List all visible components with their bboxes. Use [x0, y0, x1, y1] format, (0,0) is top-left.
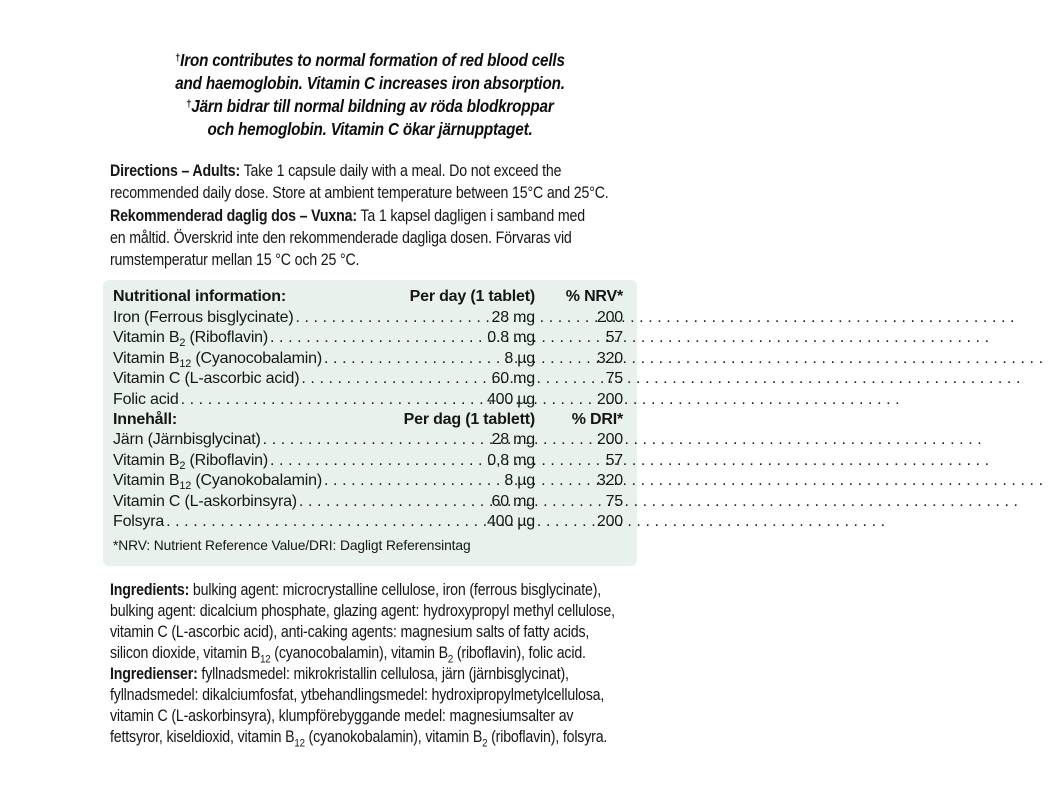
nutrient-amount: 8 µg: [504, 472, 535, 490]
dri-header: % DRI*: [571, 410, 623, 428]
nutrient-amount: 28 mg: [491, 308, 535, 326]
nutrient-name: Vitamin $B_2$ (Riboflavin): [113, 451, 269, 472]
nutrient-amount: 60 mg: [491, 492, 535, 510]
nutrient-percent: 320: [596, 472, 623, 490]
nutrient-percent: 57: [605, 451, 623, 469]
ingredients-line-2: bulking agent: dicalcium phosphate, glazing agent: hydroxypropyl methyl cellulose,: [110, 601, 615, 620]
nutrient-name: Vitamin C (L-ascorbic acid): [113, 370, 300, 388]
claim-line-1: †Iron contributes to normal formation of red blood cells: [175, 50, 565, 70]
nutrient-name: Vitamin C (L-askorbinsyra): [113, 492, 297, 510]
nutrient-name: Järn (Järnbisglycinat): [113, 431, 261, 449]
nutrient-percent: 200: [596, 512, 623, 530]
nutrient-percent: 200: [596, 308, 623, 326]
dot-leader: [299, 369, 463, 389]
dot-leader: [297, 492, 463, 512]
nutrient-amount: 0.8 mg: [487, 329, 535, 347]
nutrition-header-title-sv: Innehåll:: [113, 410, 177, 428]
directions-block: [110, 160, 740, 271]
ingredients-line-4: silicon dioxide, vitamin $B_{12}$ (cyanocobalamin), vitamin $B_2$ (riboflavin), folic acid.: [110, 643, 586, 666]
nutrient-name: Iron (Ferrous bisglycinate): [113, 308, 294, 326]
nutrient-percent: 200: [596, 390, 623, 408]
claim-line-4: och hemoglobin. Vitamin C ökar järnupptaget.: [207, 119, 533, 139]
nutrient-amount: 0,8 mg: [487, 451, 535, 469]
nutrient-percent: 57: [605, 329, 623, 347]
nutrient-name: Folsyra: [113, 512, 165, 530]
nutrient-row-folsyra-sv: [113, 512, 623, 532]
nutrient-percent: 200: [596, 431, 623, 449]
directions-line-2: recommended daily dose. Store at ambient temperature between 15°C and 25°C.: [110, 184, 609, 203]
ingredients-line-5: Ingredienser: fyllnadsmedel: mikrokristallin cellulosa, järn (järnbisglycinat),: [110, 664, 569, 683]
nutrition-header-title-en: Nutritional information:: [113, 288, 286, 306]
nutrition-panel: [103, 280, 637, 565]
ingredients-line-7: vitamin C (L-askorbinsyra), klumpförebyggande medel: magnesiumsalter av: [110, 706, 574, 725]
claim-line-2: and haemoglobin. Vitamin C increases iron absorption.: [175, 73, 565, 93]
nutrient-name: Vitamin $B_{12}$ (Cyanokobalamin): [113, 472, 322, 493]
ingredients-line-6: fyllnadsmedel: dikalciumfosfat, ytbehandlingsmedel: hydroxipropylmetylcellulosa,: [110, 685, 605, 704]
per-day-header-sv: Per dag (1 tablett): [403, 410, 535, 428]
ingredients-line-1: Ingredients: bulking agent: microcrystalline cellulose, iron (ferrous bisglycinate),: [110, 580, 602, 599]
nutrient-amount: 8 µg: [504, 349, 535, 367]
health-claims-block: [0, 49, 740, 141]
nrv-header: % NRV*: [565, 288, 623, 306]
nutrient-row-vitc-sv: [113, 492, 623, 512]
nutrient-amount: 400 µg: [486, 390, 535, 408]
dot-leader: [322, 471, 463, 491]
nutrient-percent: 75: [605, 370, 623, 388]
nutrient-amount: 60 mg: [491, 370, 535, 388]
nutrient-row-b2-sv: [113, 451, 623, 471]
nutrition-header-sv: [113, 410, 623, 430]
dot-leader: [261, 430, 463, 450]
nrv-footnote: *NRV: Nutrient Reference Value/DRI: Dagligt Referensintag: [113, 538, 471, 554]
nutrient-percent: 320: [596, 349, 623, 367]
nutrient-row-b2-en: [113, 328, 623, 348]
supplement-label: [0, 49, 740, 789]
directions-line-5: rumstemperatur mellan 15 °C och 25 °C.: [110, 251, 360, 270]
dot-leader: [322, 349, 463, 369]
dot-leader: [164, 512, 463, 532]
directions-line-3: Rekommenderad daglig dos – Vuxna: Ta 1 kapsel dagligen i samband med: [110, 206, 585, 225]
directions-line-4: en måltid. Överskrid inte den rekommenderade dagliga dosen. Förvaras vid: [110, 228, 572, 247]
nutrient-row-vitc-en: [113, 369, 623, 389]
nutrient-amount: 400 µg: [486, 512, 535, 530]
nutrient-amount: 28 mg: [491, 431, 535, 449]
nutrient-row-b12-sv: [113, 471, 623, 491]
dot-leader: [268, 328, 463, 348]
ingredients-line-8: fettsyror, kiseldioxid, vitamin $B_{12}$ (cyanokobalamin), vitamin $B_2$ (riboflavin), folsyra.: [110, 727, 608, 750]
dot-leader: [268, 451, 463, 471]
nutrient-row-iron-sv: [113, 430, 623, 450]
nutrient-row-folic-en: [113, 390, 623, 410]
ingredients-block: [110, 580, 740, 748]
ingredients-line-3: vitamin C (L-ascorbic acid), anti-caking agents: magnesium salts of fatty acids,: [110, 622, 590, 641]
nutrient-row-iron-en: [113, 308, 623, 328]
nutrient-percent: 75: [605, 492, 623, 510]
nutrient-name: Folic acid: [113, 390, 179, 408]
nutrient-row-b12-en: [113, 349, 623, 369]
nutrition-header-en: [113, 287, 623, 307]
per-day-header-en: Per day (1 tablet): [409, 288, 535, 306]
claim-line-3: †Järn bidrar till normal bildning av röda blodkroppar: [186, 96, 554, 116]
dot-leader: [293, 308, 463, 328]
directions-line-1: Directions – Adults: Take 1 capsule daily with a meal. Do not exceed the: [110, 162, 562, 180]
dot-leader: [179, 390, 463, 410]
nutrient-name: Vitamin $B_{12}$ (Cyanocobalamin): [113, 349, 322, 370]
nutrient-name: Vitamin $B_2$ (Riboflavin): [113, 329, 269, 350]
